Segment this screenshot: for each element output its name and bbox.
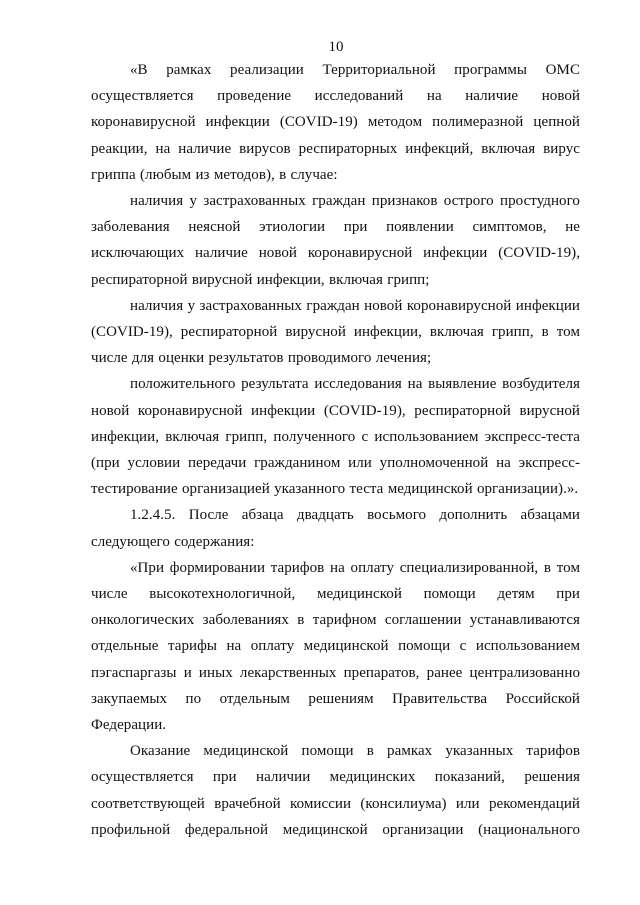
page-number: 10 (328, 39, 344, 55)
paragraph-positive-express-test: положительного результата исследования на выявление возбудителя новой коронавирусной инфекции (COVID-19), респираторной вирусной инфекции, включая грипп, полученного с использованием экспресс-теста (при условии передачи гражданином или уполномоченной на экспресс-тестирование организацией указанного теста медицинской организации).». (91, 376, 580, 498)
paragraph-confirmed-infection: наличия у застрахованных граждан новой коронавирусной инфекции (COVID-19), респираторной вирусной инфекции, включая грипп, в том числе для оценки результатов проводимого лечения; (91, 297, 580, 367)
paragraph-acute-respiratory-symptoms: наличия у застрахованных граждан признаков острого простудного заболевания неясной этиологии при появлении симптомов, не исключающих наличие новой коронавирусной инфекции (COVID-19), респираторной вирусной инфекции, включая грипп; (91, 193, 580, 288)
paragraph-covid-testing-intro: «В рамках реализации Территориальной программы ОМС осуществляется проведение исследований на наличие новой коронавирусной инфекции (COVID-19) методом полимеразной цепной реакции, на наличие вирусов респираторных инфекций, включая вирус гриппа (любым из методов), в случае: (91, 62, 580, 183)
paragraph-medical-care-provision: Оказание медицинской помощи в рамках указанных тарифов осуществляется при наличии медицинских показаний, решения соответствующей врачебной комиссии (консилиума) или рекомендаций профильной федеральной медицинской организации (национального (91, 743, 580, 838)
paragraph-amendment-1-2-4-5: 1.2.4.5. После абзаца двадцать восьмого дополнить абзацами следующего содержания: (91, 507, 580, 550)
paragraph-tariff-formation: «При формировании тарифов на оплату специализированной, в том числе высокотехнологичной, медицинской помощи детям при онкологических заболеваниях в тарифном соглашении устанавливаются отдельные тарифы на оплату медицинской помощи с использованием пэгаспаргазы и иных лекарственных препаратов, ранее централизованно закупаемых по отдельным решениям Правительства Российской Федерации. (91, 559, 580, 734)
document-body (91, 57, 580, 843)
